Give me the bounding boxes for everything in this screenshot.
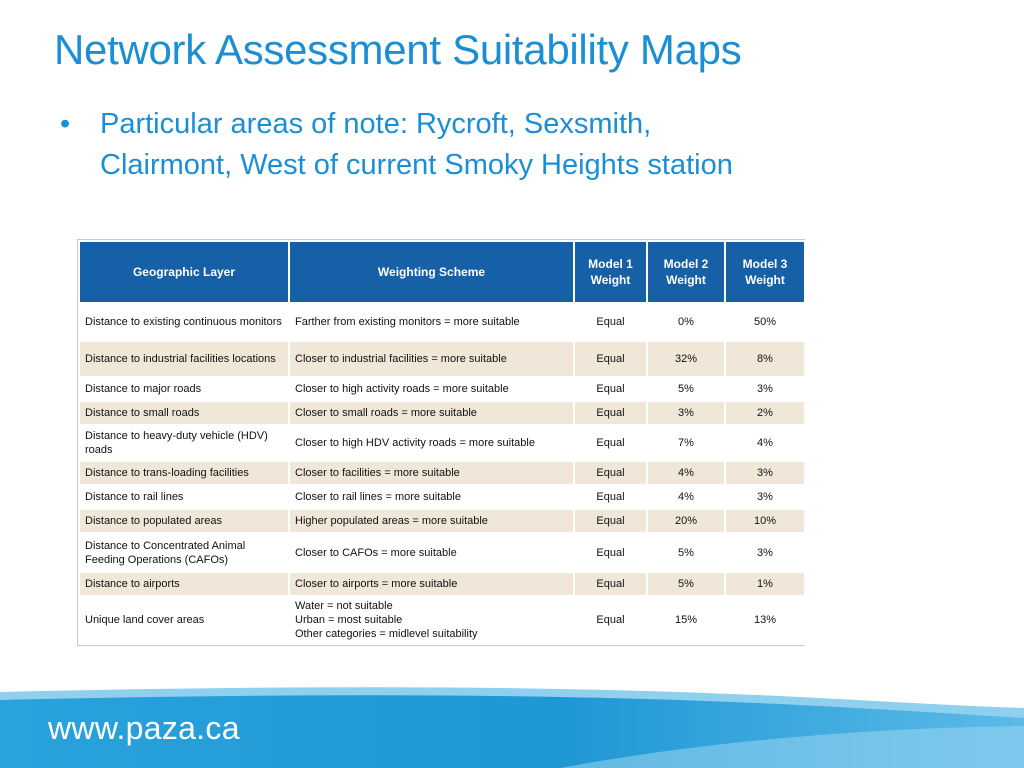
cell-layer: Distance to existing continuous monitors: [79, 303, 289, 341]
cell-scheme: Closer to rail lines = more suitable: [289, 485, 574, 509]
slide-title: Network Assessment Suitability Maps: [54, 26, 742, 73]
bullet-marker: •: [60, 108, 71, 140]
cell-model-2: 15%: [647, 596, 725, 644]
table-row: [79, 596, 805, 644]
weighting-table: [78, 240, 804, 645]
cell-scheme: Water = not suitable Urban = most suitable Other categories = midlevel suitability: [289, 596, 574, 644]
cell-model-3: 4%: [725, 425, 805, 461]
cell-model-3: 10%: [725, 509, 805, 533]
cell-layer: Distance to trans-loading facilities: [79, 461, 289, 485]
header-weighting-scheme: Weighting Scheme: [289, 241, 574, 303]
cell-model-3: 3%: [725, 485, 805, 509]
cell-scheme: Closer to high HDV activity roads = more suitable: [289, 425, 574, 461]
cell-model-1: Equal: [574, 401, 647, 425]
cell-model-3: 2%: [725, 401, 805, 425]
table-row: [79, 341, 805, 377]
cell-model-2: 5%: [647, 377, 725, 401]
cell-model-2: 7%: [647, 425, 725, 461]
cell-layer: Distance to small roads: [79, 401, 289, 425]
bullet-point: [60, 104, 780, 186]
cell-scheme: Closer to facilities = more suitable: [289, 461, 574, 485]
cell-scheme: Closer to small roads = more suitable: [289, 401, 574, 425]
cell-layer: Unique land cover areas: [79, 596, 289, 644]
table-row: [79, 461, 805, 485]
cell-model-1: Equal: [574, 533, 647, 572]
table-row: [79, 509, 805, 533]
cell-layer: Distance to populated areas: [79, 509, 289, 533]
cell-model-1: Equal: [574, 596, 647, 644]
cell-scheme: Higher populated areas = more suitable: [289, 509, 574, 533]
bullet-text: Particular areas of note: Rycroft, Sexsmith, Clairmont, West of current Smoky Heights station: [100, 108, 733, 181]
header-model-3-weight: Model 3 Weight: [725, 241, 805, 303]
table-row: [79, 377, 805, 401]
cell-layer: Distance to rail lines: [79, 485, 289, 509]
footer-url: www.paza.ca: [48, 710, 240, 746]
cell-model-1: Equal: [574, 572, 647, 596]
table-row: [79, 303, 805, 341]
cell-model-2: 20%: [647, 509, 725, 533]
cell-model-1: Equal: [574, 303, 647, 341]
cell-model-3: 3%: [725, 461, 805, 485]
cell-model-2: 5%: [647, 533, 725, 572]
cell-model-2: 5%: [647, 572, 725, 596]
cell-model-1: Equal: [574, 425, 647, 461]
cell-scheme: Closer to airports = more suitable: [289, 572, 574, 596]
cell-model-1: Equal: [574, 461, 647, 485]
table-row: [79, 485, 805, 509]
table-row: [79, 533, 805, 572]
cell-layer: Distance to major roads: [79, 377, 289, 401]
cell-model-3: 50%: [725, 303, 805, 341]
cell-layer: Distance to industrial facilities locations: [79, 341, 289, 377]
table-row: [79, 425, 805, 461]
header-model-2-weight: Model 2 Weight: [647, 241, 725, 303]
table-row: [79, 401, 805, 425]
cell-model-3: 13%: [725, 596, 805, 644]
cell-model-2: 32%: [647, 341, 725, 377]
cell-scheme: Closer to high activity roads = more suitable: [289, 377, 574, 401]
table-row: [79, 572, 805, 596]
cell-scheme: Farther from existing monitors = more suitable: [289, 303, 574, 341]
cell-model-3: 8%: [725, 341, 805, 377]
cell-model-3: 3%: [725, 377, 805, 401]
cell-model-2: 0%: [647, 303, 725, 341]
cell-layer: Distance to Concentrated Animal Feeding Operations (CAFOs): [79, 533, 289, 572]
cell-scheme: Closer to CAFOs = more suitable: [289, 533, 574, 572]
cell-model-2: 4%: [647, 461, 725, 485]
cell-model-1: Equal: [574, 341, 647, 377]
table-header-row: [79, 241, 805, 303]
cell-model-1: Equal: [574, 509, 647, 533]
cell-model-3: 1%: [725, 572, 805, 596]
cell-model-1: Equal: [574, 485, 647, 509]
cell-layer: Distance to heavy-duty vehicle (HDV) roads: [79, 425, 289, 461]
cell-model-1: Equal: [574, 377, 647, 401]
cell-model-3: 3%: [725, 533, 805, 572]
cell-model-2: 4%: [647, 485, 725, 509]
header-model-1-weight: Model 1 Weight: [574, 241, 647, 303]
cell-scheme: Closer to industrial facilities = more suitable: [289, 341, 574, 377]
cell-model-2: 3%: [647, 401, 725, 425]
cell-layer: Distance to airports: [79, 572, 289, 596]
header-geographic-layer: Geographic Layer: [79, 241, 289, 303]
